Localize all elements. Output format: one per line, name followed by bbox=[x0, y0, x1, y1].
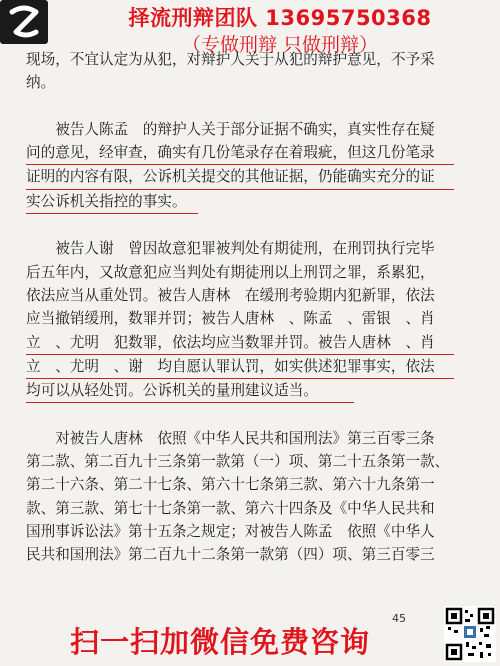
page-number: 45 bbox=[392, 612, 406, 625]
doc-line bbox=[26, 214, 454, 237]
doc-line: 对被告人唐林 依照《中华人民共和国刑法》第三百零三条 bbox=[26, 429, 435, 447]
doc-line-underlined: 均可以从轻处罚。公诉机关的量刑建议适当。 bbox=[26, 379, 354, 403]
doc-line: 第二款、第二百九十三条第一款第（一）项、第二十五条第一款、 bbox=[26, 453, 450, 471]
doc-line: 款、第三款、第七十七条第一款、第六十四条及《中华人民共和 bbox=[26, 499, 435, 517]
header-slogan-line: （专做刑辩 只做刑辩） bbox=[181, 34, 379, 56]
doc-line: 纳。 bbox=[26, 74, 56, 92]
doc-line-underlined: 证明的内容有限，公诉机关提交的其他证据，仍能确实充分的证 bbox=[26, 165, 454, 189]
doc-line-underlined: 问的意见，经审查，确实有几份笔录存在着瑕疵，但这几份笔录 bbox=[26, 141, 454, 165]
doc-line: 第二十六条、第二十七条、第六十七条第三款、第六十九条第一 bbox=[26, 476, 435, 494]
doc-line: 民共和国刑法》第二百九十二条第一款第（四）项、第三百零三 bbox=[26, 546, 435, 564]
doc-line: 国刑事诉讼法》第十五条之规定；对被告人陈孟 依照《中华人 bbox=[26, 522, 435, 540]
qr-code-icon bbox=[444, 606, 496, 662]
doc-line: 应当撤销缓刑，数罪并罚；被告人唐林 、陈孟 、雷银 、肖 bbox=[26, 310, 435, 328]
doc-line: 依法应当从重处罚。被告人唐林 在缓刑考验期内犯新罪，依法 bbox=[26, 286, 435, 304]
header-contact-line: 择流刑辩团队 13695750368 bbox=[128, 6, 432, 30]
footer-consult-banner: 扫一扫加微信免费咨询 bbox=[69, 625, 370, 659]
doc-line-underlined: 立 、尤明 犯数罪，依法均应当数罪并罚。被告人唐林 、肖 bbox=[26, 331, 454, 355]
doc-line: 被告人陈孟 的辩护人关于部分证据不确实，真实性存在疑 bbox=[26, 120, 435, 138]
doc-line: 被告人谢 曾因故意犯罪被判处有期徒刑，在刑罚执行完毕 bbox=[26, 240, 435, 258]
doc-line bbox=[26, 403, 454, 426]
doc-line: 后五年内，又故意犯应当判处有期徒刑以上刑罚之罪，系累犯， bbox=[26, 263, 435, 281]
document-body bbox=[26, 48, 454, 567]
doc-line-underlined: 立 、尤明 、谢 均自愿认罪认罚，如实供述犯罪事实，依法 bbox=[26, 355, 454, 379]
doc-line: 现场，不宜认定为从犯，对辩护人关于从犯的辩护意见，不予采 bbox=[26, 51, 435, 68]
doc-line-underlined: 实公诉机关指控的事实。 bbox=[26, 190, 198, 214]
doc-line bbox=[26, 95, 454, 118]
z-logo-icon bbox=[0, 0, 48, 44]
